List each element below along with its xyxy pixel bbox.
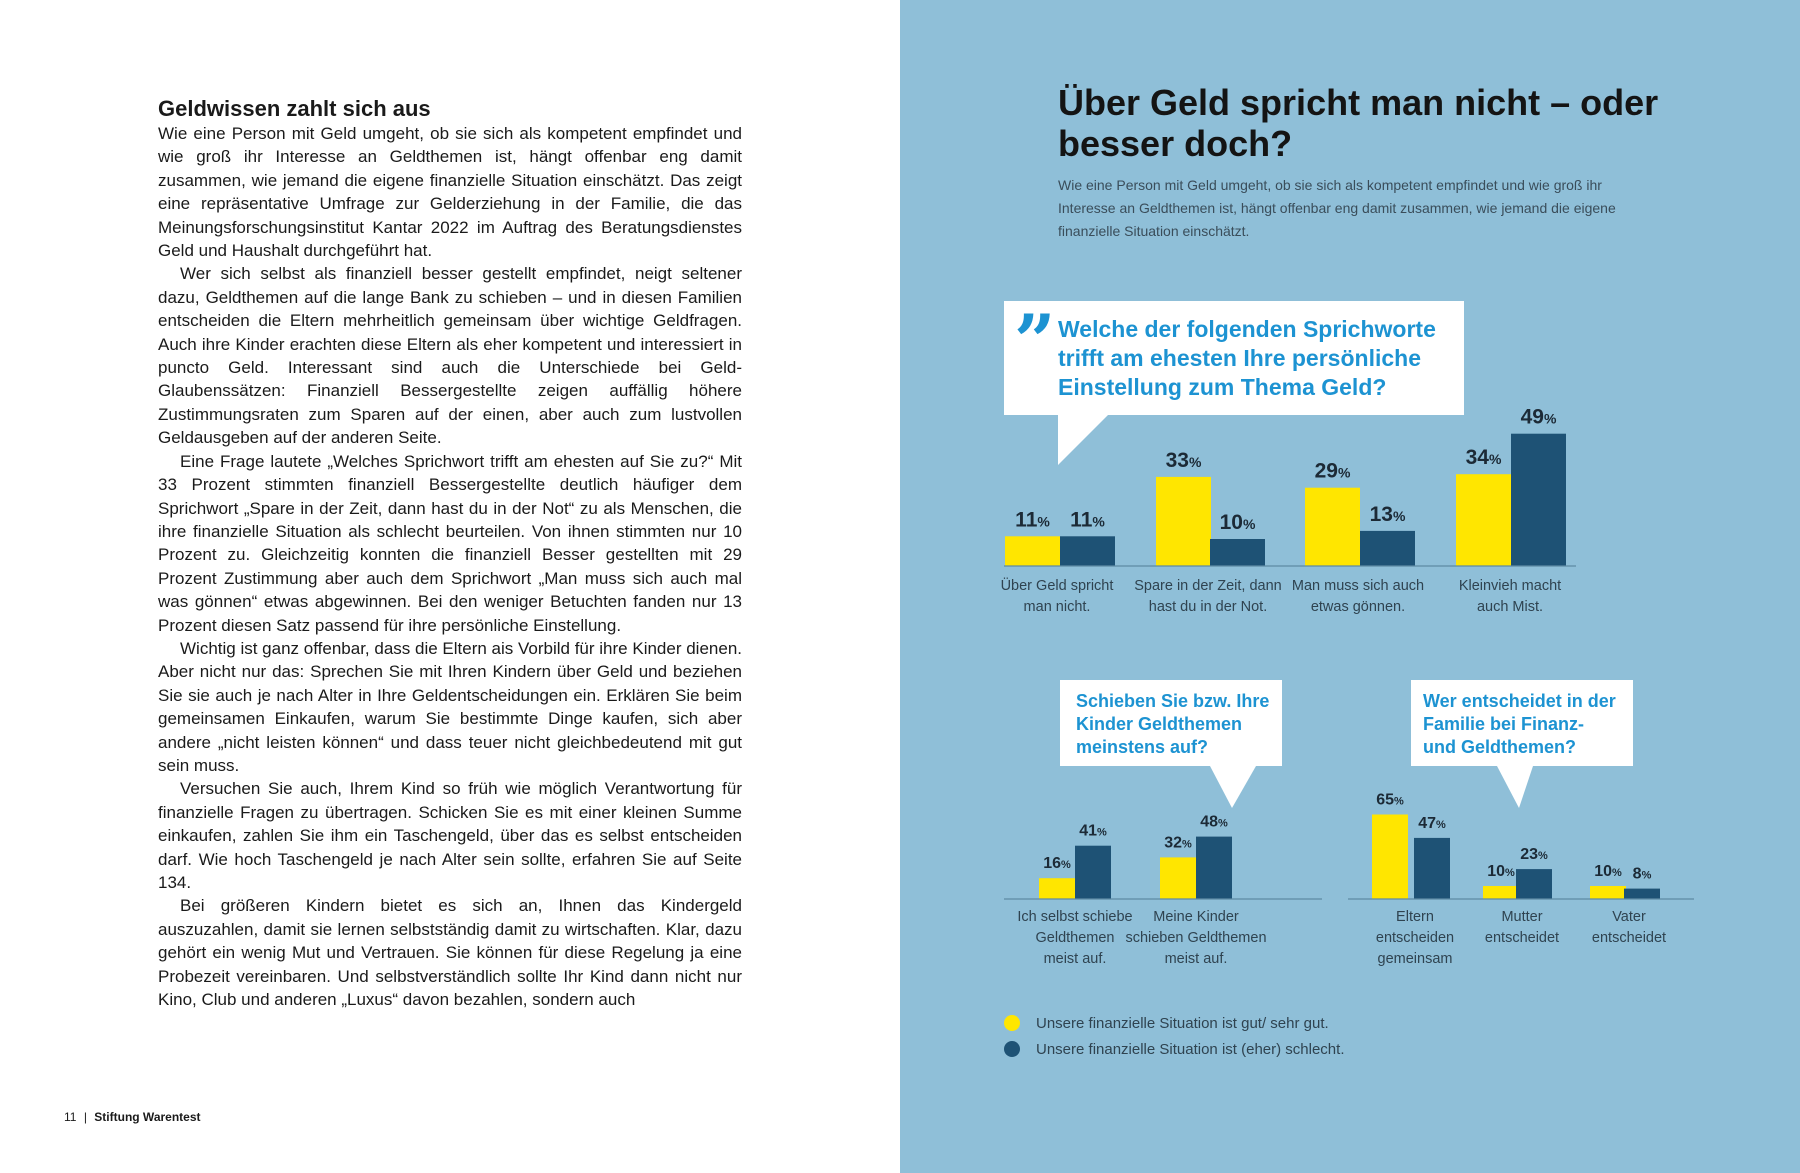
bar-value-label: 11% [1015, 508, 1050, 532]
category-label: Kleinvieh macht auch Mist. [1458, 578, 1562, 615]
bar [1360, 531, 1415, 566]
bar-value-label: 16% [1043, 855, 1071, 873]
right-page-infographic [900, 0, 1800, 1173]
question-text: Wer entscheidet in der Familie bei Finanz- und Geldthemen? [1423, 691, 1616, 757]
question-text: Schieben Sie bzw. Ihre Kinder Geldthemen meinstens auf? [1076, 691, 1270, 757]
bar [1305, 488, 1360, 566]
bar-value-label: 8% [1632, 865, 1652, 883]
question-bubble-entscheidung [1411, 680, 1633, 766]
bar-chart-3 [1348, 792, 1694, 968]
category-label: Spare in der Zeit, dann hast du in der Not. [1134, 578, 1282, 615]
bar-value-label: 65% [1376, 791, 1404, 809]
bar-value-label: 23% [1520, 846, 1548, 864]
charts-canvas [900, 0, 1800, 1173]
article-paragraph: Wichtig ist ganz offenbar, dass die Eltern ais Vorbild für ihre Kinder dienen. Aber nicht nur das: Sprechen Sie mit Ihren Kindern über Geld und beziehen Sie sie auch je nach Alter in Ihre Geldentscheidungen ein. Erklären Sie beim gemeinsamen Einkaufen, warum Sie bestimmte Dinge kaufen, sich aber andere „nicht leisten können“ und dass teuer nicht gleichbedeutend mit gut sein muss. [158, 638, 742, 775]
category-label: Mutter entscheidet [1484, 909, 1560, 946]
bar-value-label: 10% [1487, 863, 1515, 880]
bubble-tail [1497, 766, 1533, 808]
bar [1210, 539, 1265, 566]
bar [1160, 857, 1196, 899]
infographic-intro: Wie eine Person mit Geld umgeht, ob sie sich als kompetent empfindet und wie groß ihr Interesse an Geldthemen ist, hängt offenbar eng damit zusammen, wie jemand die eigene finanzielle Situation einschätzt. [1058, 177, 1616, 239]
category-label: Vater entscheidet [1591, 909, 1667, 946]
bar-value-label: 34% [1465, 446, 1502, 470]
bar-value-label: 33% [1165, 448, 1202, 472]
bar-value-label: 13% [1369, 502, 1406, 526]
article-paragraph: Wer sich selbst als finanziell besser gestellt empfindet, neigt seltener dazu, Geldthemen auf die lange Bank zu schieben – und in diesen Familien entscheiden die Eltern mehrheitlich gemeinsam über wichtige Geldfragen. Auch ihre Kinder erachten diese Eltern als eher kompetent und interessiert in puncto Geld. Interessant sind auch die Unterschiede bei Geld-Glaubenssätzen: Finanziell Bessergestellte zeigen auffällig höhere Zustimmungsraten zum Sparen auf der einen, aber auch zum lustvollen Geldausgeben auf der anderen Seite. [158, 264, 742, 448]
category-label: Über Geld spricht man nicht. [1000, 578, 1114, 615]
question-bubble-sprichworte [1004, 298, 1464, 415]
bar [1456, 474, 1511, 566]
legend [1004, 1010, 1344, 1062]
question-bubble-aufschieben [1060, 680, 1282, 766]
legend-dot-icon [1004, 1015, 1020, 1031]
category-label: Man muss sich auch etwas gönnen. [1291, 578, 1425, 615]
bar [1624, 889, 1660, 899]
article-title: Geldwissen zahlt sich aus [158, 96, 431, 121]
legend-label: Unsere finanzielle Situation ist gut/ sehr gut. [1036, 1014, 1329, 1032]
bar-value-label: 32% [1164, 834, 1192, 852]
bar [1483, 886, 1519, 899]
bar [1005, 536, 1060, 566]
bar [1060, 536, 1115, 566]
footer-brand: Stiftung Warentest [94, 1110, 201, 1124]
bubble-tail [1210, 766, 1256, 808]
infographic-title: Über Geld spricht man nicht – oder besser doch? [1058, 82, 1659, 164]
bar [1590, 886, 1626, 899]
bar [1196, 837, 1232, 899]
category-label: Ich selbst schiebe Geldthemen meist auf. [1017, 909, 1133, 967]
bar-value-label: 49% [1520, 405, 1557, 429]
legend-dot-icon [1004, 1041, 1020, 1057]
article-paragraph: Bei größeren Kindern bietet es sich an, Ihnen das Kindergeld auszuzahlen, damit sie lernen selbstständig damit zu wirtschaften. Klar, dazu gehört ein wenig Mut und Vertrauen. Sie können für diese Regelung ja eine Probezeit vereinbaren. Und selbstverständlich sollte Ihr Kind dann nicht nur Kino, Club und anderen „Luxus“ davon bezahlen, sondern auch [158, 896, 742, 1010]
quote-icon: ” [1014, 298, 1056, 383]
footer-separator: | [83, 1110, 87, 1124]
bar [1156, 477, 1211, 566]
bar-value-label: 10% [1594, 863, 1622, 880]
category-label: Meine Kinder schieben Geldthemen meist auf. [1125, 909, 1267, 967]
article-body [158, 122, 742, 1011]
bar-chart-2 [1004, 814, 1322, 967]
legend-item-bad [1004, 1036, 1344, 1062]
question-text: Welche der folgenden Sprichworte trifft am ehesten Ihre persönliche Einstellung zum Thema Geld? [1058, 316, 1436, 400]
bar [1039, 878, 1075, 899]
bar [1414, 838, 1450, 899]
bar-value-label: 29% [1314, 459, 1351, 483]
category-label: Eltern entscheiden gemeinsam [1375, 909, 1455, 967]
page-number: 11 [64, 1110, 77, 1124]
page-footer [64, 1110, 201, 1124]
bar [1516, 869, 1552, 899]
bar [1075, 846, 1111, 899]
bar [1511, 434, 1566, 566]
bar-value-label: 41% [1079, 822, 1107, 840]
bar-value-label: 10% [1219, 511, 1256, 534]
bar-value-label: 48% [1200, 813, 1228, 831]
legend-label: Unsere finanzielle Situation ist (eher) schlecht. [1036, 1040, 1345, 1058]
bar [1372, 815, 1408, 900]
legend-item-good [1004, 1010, 1344, 1036]
article-paragraph: Wie eine Person mit Geld umgeht, ob sie sich als kompetent empfindet und wie groß ihr Interesse an Geldthemen ist, hängt offenbar eng damit zusammen, wie jemand die eigene finanzielle Situation einschätzt. Das zeigt eine repräsentative Umfrage zur Gelderziehung in der Familie, die das Meinungsforschungsinstitut Kantar 2022 im Auftrag des Beratungsdienstes Geld und Haushalt durchgeführt hat. [158, 124, 742, 261]
article-paragraph: Versuchen Sie auch, Ihrem Kind so früh wie möglich Verantwortung für finanzielle Fragen zu übertragen. Schicken Sie es mit einer kleinen Summe einkaufen, zahlen Sie ihm ein Taschengeld, über das es selbst entscheiden darf. Wie hoch Taschengeld je nach Alter sein sollte, erfahren Sie auf Seite 134. [158, 779, 742, 892]
bar-value-label: 47% [1418, 814, 1446, 832]
bubble-tail [1058, 415, 1108, 465]
bar-value-label: 11% [1070, 508, 1105, 532]
article-paragraph: Eine Frage lautete „Welches Sprichwort trifft am ehesten auf Sie zu?“ Mit 33 Prozent stimmten finanziell Bessergestellte deutlich häufiger dem Sprichwort „Spare in der Zeit, dann hast du in der Not“ zu als Menschen, die ihre finanzielle Situation als schlecht beurteilen. Von ihnen stimmten nur 10 Prozent zu. Gleichzeitig konnten die finanziell Besser gestellten mit 29 Prozent Zustimmung aber auch dem Sprichwort „Man muss sich auch mal was gönnen“ etwas abgewinnen. Bei den weniger Betuchten fanden nur 13 Prozent diesen Satz passend für ihre persönliche Einstellung. [158, 451, 742, 635]
